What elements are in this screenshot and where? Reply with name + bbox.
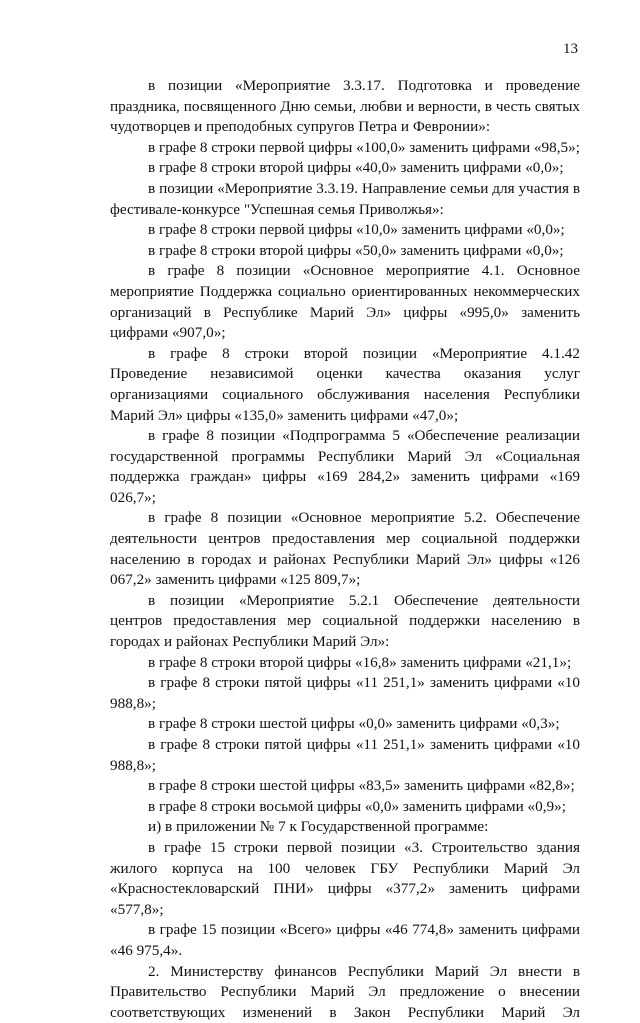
paragraph-16: в графе 8 строки шестой цифры «83,5» заменить цифрами «82,8»;: [148, 777, 575, 795]
paragraph-4: в позиции «Мероприятие 3.3.19. Направление семьи для участия в фестивале-конкурсе "Успешная семья Приволжья»:: [110, 179, 580, 218]
paragraph-10: в графе 8 позиции «Основное мероприятие 5.2. Обеспечение деятельности центров предоставления мер социальной поддержки населению в городах и районах Республики Марий Эл» цифры «126 067,2» заменить цифрами «125 809,7»;: [110, 509, 580, 589]
paragraph-19: в графе 15 строки первой позиции «3. Строительство здания жилого корпуса на 100 человек ГБУ Республики Марий Эл «Красностекловарский ПНИ» цифры «377,2» заменить цифрами «577,8»;: [110, 838, 580, 918]
paragraph-1: в позиции «Мероприятие 3.3.17. Подготовка и проведение праздника, посвященного Дню семьи, любви и верности, в честь святых чудотворцев и преподобных супругов Петра и Февронии»:: [110, 77, 580, 136]
paragraph-17: в графе 8 строки восьмой цифры «0,0» заменить цифрами «0,9»;: [148, 797, 566, 815]
paragraph-5: в графе 8 строки первой цифры «10,0» заменить цифрами «0,0»;: [148, 221, 565, 239]
paragraph-20: в графе 15 позиции «Всего» цифры «46 774,8» заменить цифрами «46 975,4».: [110, 921, 580, 959]
paragraph-7: в графе 8 позиции «Основное мероприятие 4.1. Основное мероприятие Поддержка социально ориентированных некоммерческих организаций в Республике Марий Эл» цифры «995,0» заменить цифрами «907,0»;: [110, 262, 580, 342]
paragraph-6: в графе 8 строки второй цифры «50,0» заменить цифрами «0,0»;: [148, 241, 564, 259]
page-number: 13: [563, 41, 578, 57]
paragraph-9: в графе 8 позиции «Подпрограмма 5 «Обеспечение реализации государственной программы Республики Марий Эл «Социальная поддержка граждан» цифры «169 284,2» заменить цифрами «169 026,7»;: [110, 427, 580, 506]
paragraph-12: в графе 8 строки второй цифры «16,8» заменить цифрами «21,1»;: [148, 653, 572, 671]
paragraph-3: в графе 8 строки второй цифры «40,0» заменить цифрами «0,0»;: [148, 159, 564, 177]
paragraph-2: в графе 8 строки первой цифры «100,0» заменить цифрами «98,5»;: [148, 138, 580, 156]
paragraph-21: 2. Министерству финансов Республики Марий Эл внести в Правительство Республики Марий Эл предложение о внесении соответствующих изменений в Закон Республики Марий Эл: [110, 962, 580, 1021]
paragraph-13: в графе 8 строки пятой цифры «11 251,1» заменить цифрами «10 988,8»;: [110, 674, 580, 712]
paragraph-18: и) в приложении № 7 к Государственной программе:: [148, 818, 489, 836]
paragraph-14: в графе 8 строки шестой цифры «0,0» заменить цифрами «0,3»;: [148, 715, 560, 733]
paragraph-11: в позиции «Мероприятие 5.2.1 Обеспечение деятельности центров предоставления мер социальной поддержки населению в городах и районах Республики Марий Эл»:: [110, 591, 580, 651]
paragraph-8: в графе 8 строки второй позиции «Мероприятие 4.1.42 Проведение независимой оценки качества оказания услуг организациями социального обслуживания населения Республики Марий Эл» цифры «135,0» заменить цифрами «47,0»;: [110, 344, 580, 424]
paragraph-15: в графе 8 строки пятой цифры «11 251,1» заменить цифрами «10 988,8»;: [110, 736, 580, 774]
document-body: [110, 76, 580, 1023]
